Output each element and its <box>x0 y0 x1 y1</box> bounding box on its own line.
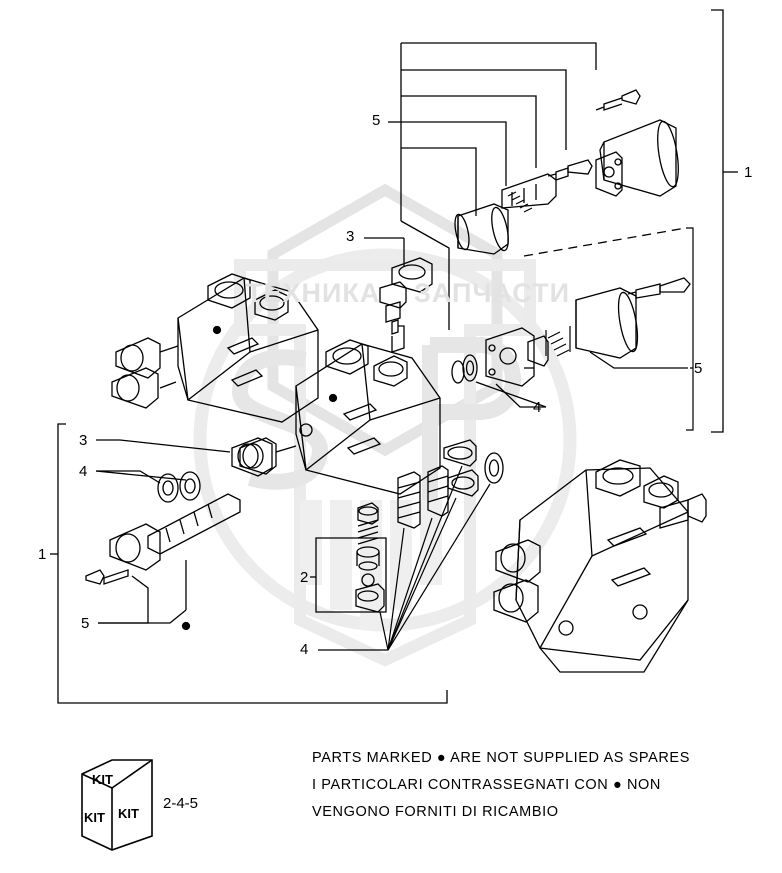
callout-5-top: 5 <box>372 112 381 129</box>
callout-3-left: 3 <box>79 432 88 449</box>
note-line-1: PARTS MARKED ● ARE NOT SUPPLIED AS SPARES <box>312 750 690 766</box>
seal-parts-center <box>398 440 503 528</box>
kit-caption: 2-4-5 <box>163 795 199 812</box>
note-line-2: I PARTICOLARI CONTRASSEGNATI CON ● NON <box>312 777 661 793</box>
watermark-graphic <box>200 190 570 660</box>
callout-1-left: 1 <box>38 546 47 563</box>
callout-5-left: 5 <box>81 615 90 632</box>
callout-5-right: 5 <box>694 360 703 377</box>
callout-2-center: 2 <box>300 569 309 586</box>
callout-4-left: 4 <box>79 463 88 480</box>
kit-face-label-top: KIT <box>92 772 113 787</box>
callout-4-center: 4 <box>300 641 309 658</box>
watermark-text-right: ЗАПЧАСТИ <box>414 278 570 308</box>
kit-face-label-right: KIT <box>118 806 139 821</box>
note-line-3: VENGONO FORNITI DI RICAMBIO <box>312 804 559 820</box>
callout-4-right: 4 <box>533 399 542 416</box>
kit-face-label-left: KIT <box>84 810 105 825</box>
watermark-text-top: ТЕХНИКА <box>246 278 381 308</box>
callout-1-right: 1 <box>744 164 753 181</box>
callout-3-top: 3 <box>346 228 355 245</box>
spool-assembly-left <box>86 438 272 630</box>
